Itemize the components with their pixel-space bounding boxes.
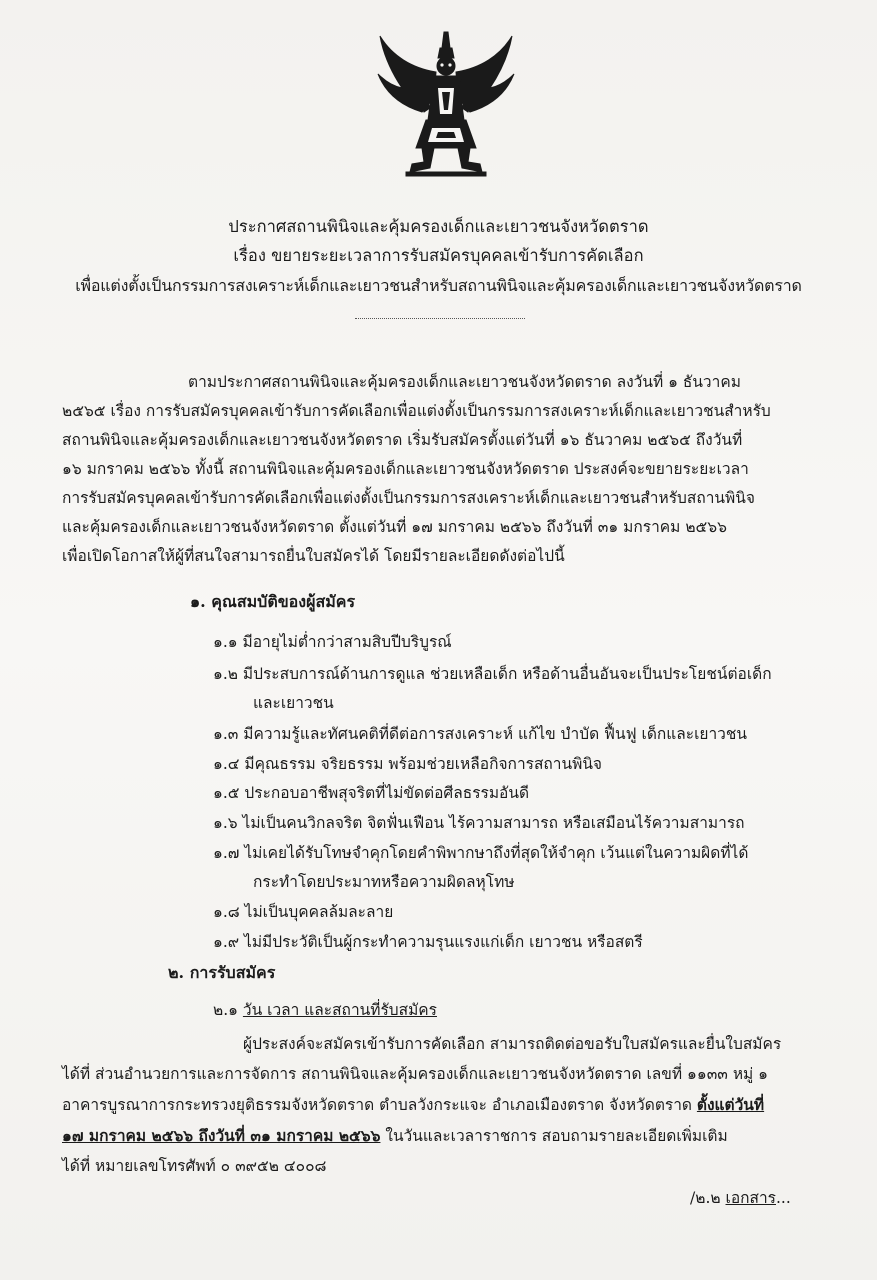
list-item: ๑.๕ ประกอบอาชีพสุจริตที่ไม่ขัดต่อศีลธรรมอันดี xyxy=(213,784,530,802)
date-start-label: ตั้งแต่วันที่ xyxy=(696,1095,765,1114)
section-2-title: ๒. การรับสมัคร xyxy=(168,963,276,982)
list-item: ๑.๒ มีประสบการณ์ด้านการดูแล ช่วยเหลือเด็ก หรือด้านอื่นอันจะเป็นประโยชน์ต่อเด็ก xyxy=(213,665,772,683)
continuation-marker xyxy=(690,1185,791,1210)
body-line: ผู้ประสงค์จะสมัครเข้ารับการคัดเลือก สามารถติดต่อขอรับใบสมัครและยื่นใบสมัคร xyxy=(243,1035,782,1053)
intro-line: และคุ้มครองเด็กและเยาวชนจังหวัดตราด ตั้งแต่วันที่ ๑๗ มกราคม ๒๕๖๖ ถึงวันที่ ๓๑ มกราคม ๒๕๖๖ xyxy=(62,518,727,536)
date-tail: ในวันและเวลาราชการ สอบถามรายละเอียดเพิ่มเติม xyxy=(380,1127,728,1145)
garuda-emblem xyxy=(372,28,520,178)
announcement-subject-cont: เพื่อแต่งตั้งเป็นกรรมการสงเคราะห์เด็กและเยาวชนสำหรับสถานพินิจและคุ้มครองเด็กและเยาวชนจังหวัดตราด xyxy=(75,276,802,295)
intro-line: เพื่อเปิดโอกาสให้ผู้ที่สนใจสามารถยื่นใบสมัครได้ โดยมีรายละเอียดดังต่อไปนี้ xyxy=(62,547,565,565)
address-text: อาคารบูรณาการกระทรวงยุติธรรมจังหวัดตราด ตำบลวังกระแจะ อำเภอเมืองตราด จังหวัดตราด xyxy=(62,1096,697,1114)
body-line xyxy=(62,1123,728,1148)
continuation-next: เอกสาร xyxy=(725,1189,776,1207)
continuation-prefix: /๒.๒ xyxy=(690,1189,726,1207)
intro-line: ๒๕๖๕ เรื่อง การรับสมัครบุคคลเข้ารับการคัดเลือกเพื่อแต่งตั้งเป็นกรรมการสงเคราะห์เด็กและเยาวชนสำหรับ xyxy=(62,402,771,420)
body-line xyxy=(62,1092,764,1117)
list-item-cont: กระทำโดยประมาทหรือความผิดลหุโทษ xyxy=(253,873,515,891)
list-item: ๑.๘ ไม่เป็นบุคคลล้มละลาย xyxy=(213,903,394,921)
list-item: ๑.๔ มีคุณธรรม จริยธรรม พร้อมช่วยเหลือกิจการสถานพินิจ xyxy=(213,755,603,773)
subsection-2-1 xyxy=(213,997,437,1022)
date-range: ๑๗ มกราคม ๒๕๖๖ ถึงวันที่ ๓๑ มกราคม ๒๕๖๖ xyxy=(62,1126,381,1145)
intro-line: สถานพินิจและคุ้มครองเด็กและเยาวชนจังหวัดตราด เริ่มรับสมัครตั้งแต่วันที่ ๑๖ ธันวาคม ๒๕๖๕ ถึงวันที่ xyxy=(62,431,743,449)
list-item: ๑.๗ ไม่เคยได้รับโทษจำคุกโดยคำพิพากษาถึงที่สุดให้จำคุก เว้นแต่ในความผิดที่ได้ xyxy=(213,844,749,862)
intro-line: ๑๖ มกราคม ๒๕๖๖ ทั้งนี้ สถานพินิจและคุ้มครองเด็กและเยาวชนจังหวัดตราด ประสงค์จะขยายระยะเวลา xyxy=(62,460,749,478)
announcement-subject: เรื่อง ขยายระยะเวลาการรับสมัครบุคคลเข้ารับการคัดเลือก xyxy=(233,246,644,265)
intro-line: การรับสมัครบุคคลเข้ารับการคัดเลือกเพื่อแต่งตั้งเป็นกรรมการสงเคราะห์เด็กและเยาวชนสำหรับสถานพินิจ xyxy=(62,489,755,507)
body-line: ได้ที่ ส่วนอำนวยการและการจัดการ สถานพินิจและคุ้มครองเด็กและเยาวชนจังหวัดตราด เลขที่ ๑๑๓๓ หมู่ ๑ xyxy=(62,1065,769,1083)
phone-line: ได้ที่ หมายเลขโทรศัพท์ ๐ ๓๙๕๒ ๔๐๐๘ xyxy=(62,1157,327,1175)
intro-line: ตามประกาศสถานพินิจและคุ้มครองเด็กและเยาวชนจังหวัดตราด ลงวันที่ ๑ ธันวาคม xyxy=(188,373,741,391)
list-item: ๑.๑ มีอายุไม่ต่ำกว่าสามสิบปีบริบูรณ์ xyxy=(213,633,452,651)
list-item: ๑.๖ ไม่เป็นคนวิกลจริต จิตฟั่นเฟือน ไร้ความสามารถ หรือเสมือนไร้ความสามารถ xyxy=(213,814,745,832)
list-item-cont: และเยาวชน xyxy=(253,694,334,712)
continuation-suffix: ... xyxy=(776,1189,791,1207)
list-item: ๑.๓ มีความรู้และทัศนคติที่ดีต่อการสงเคราะห์ แก้ไข บำบัด ฟื้นฟู เด็กและเยาวชน xyxy=(213,725,747,743)
announcement-title: ประกาศสถานพินิจและคุ้มครองเด็กและเยาวชนจังหวัดตราด xyxy=(228,217,649,236)
list-item: ๑.๙ ไม่มีประวัติเป็นผู้กระทำความรุนแรงแก่เด็ก เยาวชน หรือสตรี xyxy=(213,933,643,951)
dotted-divider xyxy=(355,318,525,319)
section-1-title: ๑. คุณสมบัติของผู้สมัคร xyxy=(190,592,356,611)
subsection-number: ๒.๑ xyxy=(213,1001,243,1019)
subsection-title: วัน เวลา และสถานที่รับสมัคร xyxy=(242,1001,437,1019)
